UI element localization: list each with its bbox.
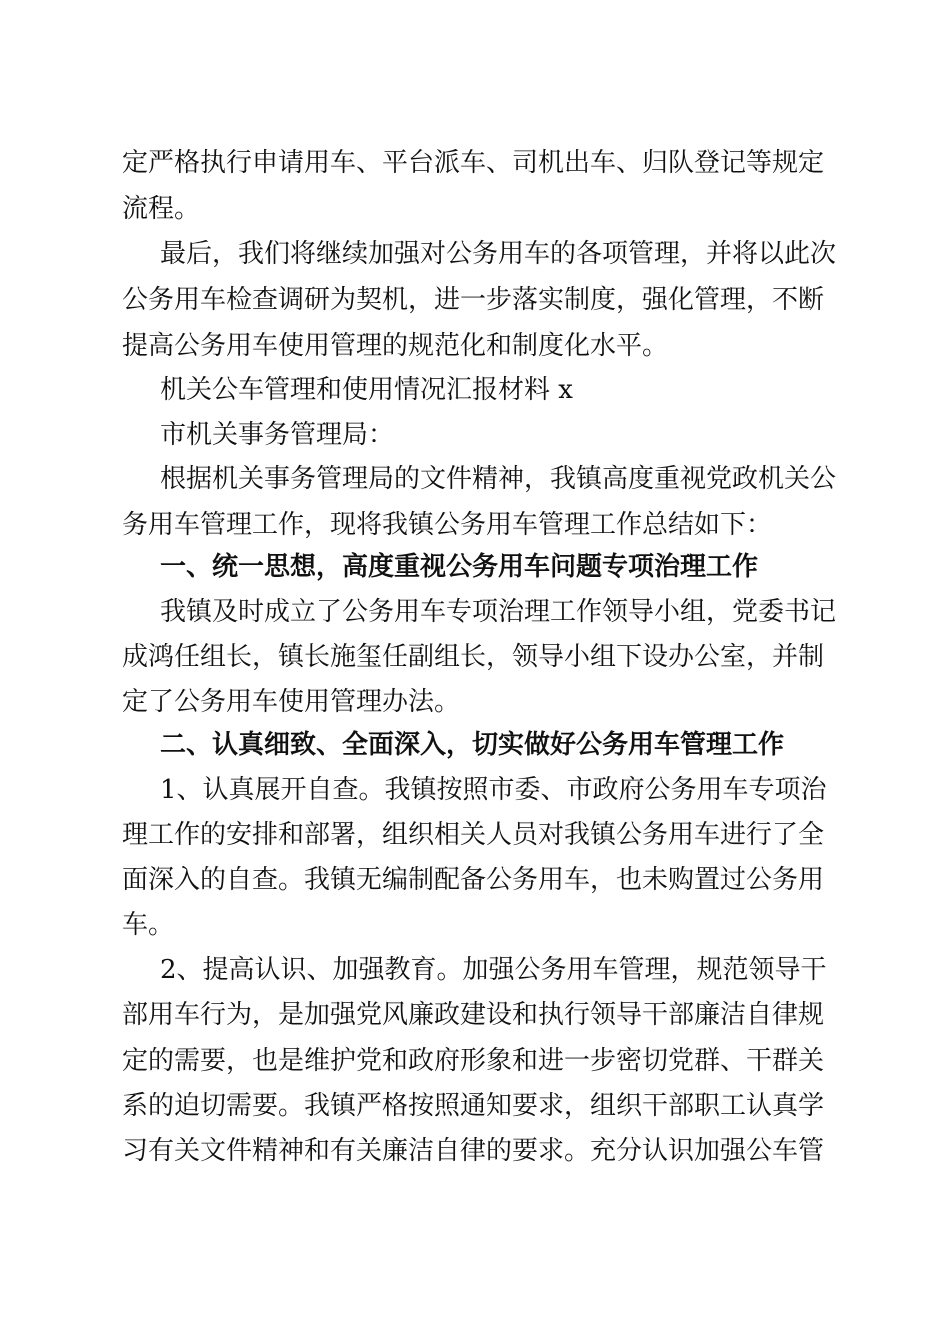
paragraph-line: 部用车行为，是加强党风廉政建设和执行领导干部廉洁自律规 [122, 1000, 825, 1030]
paragraph-line: 提高公务用车使用管理的规范化和制度化水平。 [122, 331, 669, 361]
paragraph-line: 习有关文件精神和有关廉洁自律的要求。充分认识加强公车管 [122, 1136, 825, 1166]
paragraph-line: 2、提高认识、加强教育。加强公务用车管理，规范领导干 [160, 955, 827, 985]
paragraph-line: 最后，我们将继续加强对公务用车的各项管理，并将以此次 [160, 239, 837, 269]
paragraph-line: 定了公务用车使用管理办法。 [122, 687, 461, 717]
paragraph-line: 我镇及时成立了公务用车专项治理工作领导小组，党委书记 [160, 597, 837, 627]
paragraph-line: 理工作的安排和部署，组织相关人员对我镇公务用车进行了全 [122, 820, 825, 850]
paragraph-line: 1、认真展开自查。我镇按照市委、市政府公务用车专项治 [160, 775, 827, 805]
paragraph-line: 公务用车检查调研为契机，进一步落实制度，强化管理，不断 [122, 285, 825, 315]
paragraph-line: 定严格执行申请用车、平台派车、司机出车、归队登记等规定 [122, 148, 825, 178]
paragraph-line: 定的需要，也是维护党和政府形象和进一步密切党群、干群关 [122, 1046, 825, 1076]
section-heading-1: 一、统一思想，高度重视公务用车问题专项治理工作 [160, 552, 759, 582]
section-heading-2: 二、认真细致、全面深入，切实做好公务用车管理工作 [160, 730, 785, 760]
paragraph-line: 根据机关事务管理局的文件精神，我镇高度重视党政机关公 [160, 464, 837, 494]
paragraph-line: 车。 [122, 910, 175, 940]
paragraph-line: 面深入的自查。我镇无编制配备公务用车，也未购置过公务用 [122, 865, 825, 895]
paragraph-line: 成鸿任组长，镇长施玺任副组长，领导小组下设办公室，并制 [122, 642, 825, 672]
paragraph-line: 流程。 [122, 194, 201, 224]
paragraph-line: 务用车管理工作，现将我镇公务用车管理工作总结如下： [122, 510, 773, 540]
document-title-line: 机关公车管理和使用情况汇报材料 x [160, 375, 573, 405]
salutation-line: 市机关事务管理局： [160, 420, 395, 450]
paragraph-line: 系的迫切需要。我镇严格按照通知要求，组织干部职工认真学 [122, 1091, 825, 1121]
